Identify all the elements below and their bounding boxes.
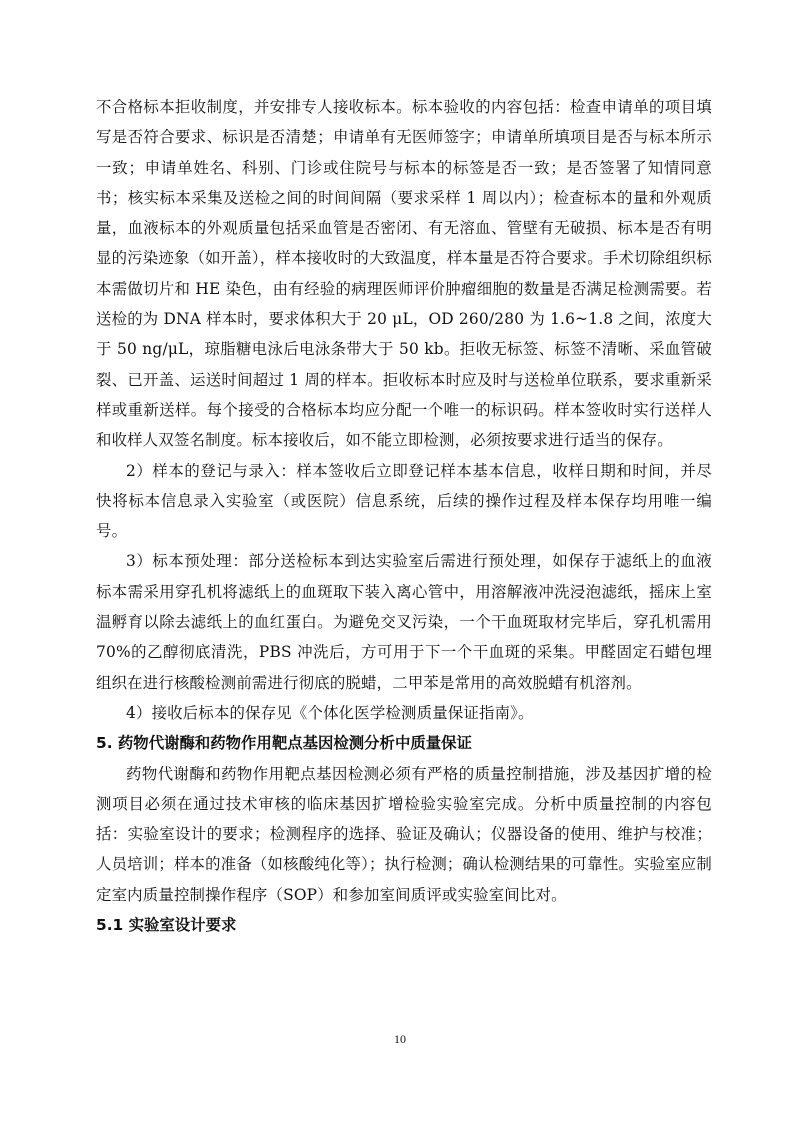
paragraph-sample-registration: 2）样本的登记与录入：样本签收后立即登记样本基本信息，收样日期和时间，并尽快将标本信息录入实验室（或医院）信息系统，后续的操作过程及样本保存均用唯一编号。 — [96, 461, 712, 541]
paragraph-specimen-storage: 4）接收后标本的保存见《个体化医学检测质量保证指南》。 — [126, 703, 534, 722]
section-heading-5: 5. 药物代谢酶和药物作用靶点基因检测分析中质量保证 — [96, 734, 472, 753]
section-heading-5-1: 5.1 实验室设计要求 — [96, 916, 237, 935]
paragraph-specimen-pretreatment: 3）标本预处理：部分送检标本到达实验室后需进行预处理，如保存于滤纸上的血液标本需采用穿孔机将滤纸上的血斑取下装入离心管中，用溶解液冲洗浸泡滤纸，摇床上室温孵育以除去滤纸上的血红蛋白。为避免交叉污染，一个干血斑取材完毕后，穿孔机需用 70%的乙醇彻底清洗，PBS 冲洗后，方可用于下一个干血斑的采集。甲醛固定石蜡包埋组织在进行核酸检测前需进行彻底的脱蜡，二甲苯是常用的高效脱蜡有机溶剂。 — [96, 552, 712, 692]
page-number: 10 — [394, 1032, 406, 1046]
page-body — [96, 92, 712, 940]
paragraph-specimen-acceptance: 不合格标本拒收制度，并安排专人接收标本。标本验收的内容包括：检查申请单的项目填写是否符合要求、标识是否清楚；申请单有无医师签字；申请单所填项目是否与标本所示一致；申请单姓名、科别、门诊或住院号与标本的标签是否一致；是否签署了知情同意书；核实标本采集及送检之间的时间间隔（要求采样 1 周以内）；检查标本的量和外观质量，血液标本的外观质量包括采血管是否密闭、有无溶血、管壁有无破损、标本是否有明显的污染迹象（如开盖），样本接收时的大致温度，样本量是否符合要求。手术切除组织标本需做切片和 HE 染色，由有经验的病理医师评价肿瘤细胞的数量是否满足检测需要。若送检的为 DNA 样本时，要求体积大于 20 μL，OD 260/280 为 1.6~1.8 之间，浓度大于 50 ng/μL，琼脂糖电泳后电泳条带大于 50 kb。拒收无标签、标签不清晰、采血管破裂、已开盖、运送时间超过 1 周的样本。拒收标本时应及时与送检单位联系，要求重新采样或重新送样。每个接受的合格标本均应分配一个唯一的标识码。样本签收时实行送样人和收样人双签名制度。标本接收后，如不能立即检测，必须按要求进行适当的保存。 — [96, 98, 712, 450]
paragraph-section-5: 药物代谢酶和药物作用靶点基因检测必须有严格的质量控制措施，涉及基因扩增的检测项目必须在通过技术审核的临床基因扩增检验实验室完成。分析中质量控制的内容包括：实验室设计的要求；检测程序的选择、验证及确认；仪器设备的使用、维护与校准；人员培训；样本的准备（如核酸纯化等）；执行检测；确认检测结果的可靠性。实验室应制定室内质量控制操作程序（SOP）和参加室间质评或实验室间比对。 — [96, 764, 712, 904]
